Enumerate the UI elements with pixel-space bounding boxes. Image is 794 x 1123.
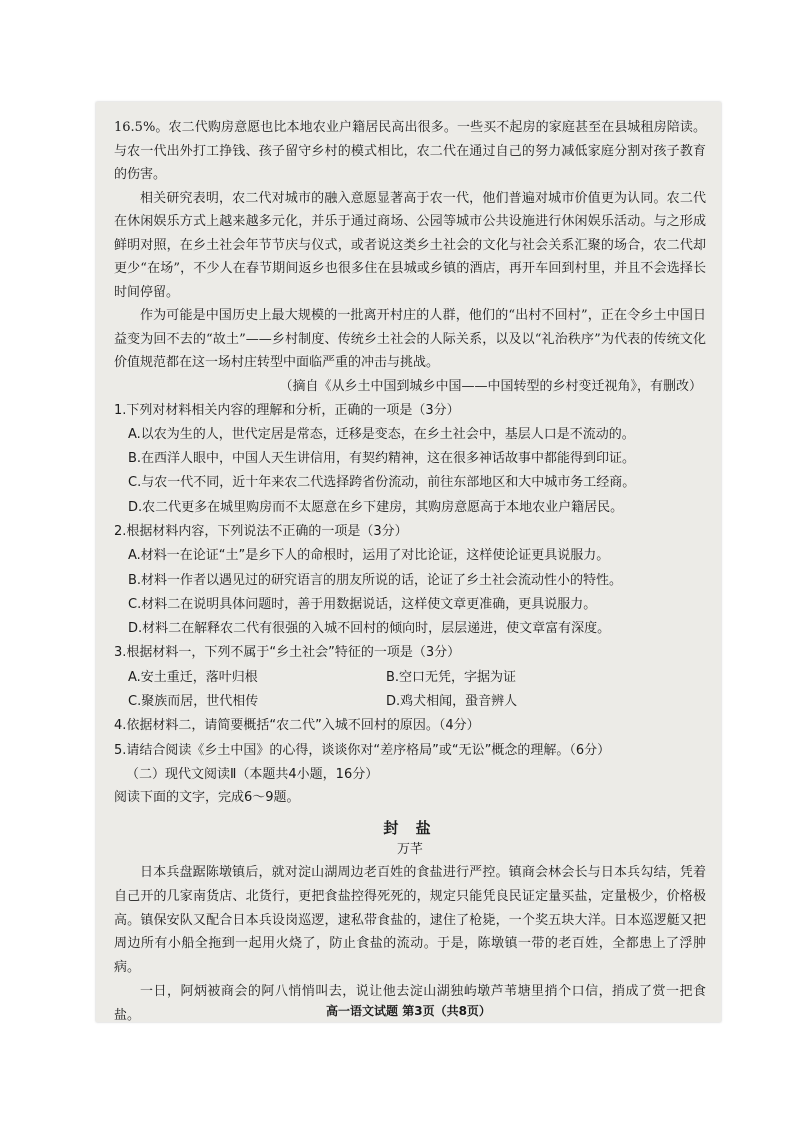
question-1-option-a: A.以农为生的人，世代定居是常态，迁移是变态，在乡土社会中，基层人口是不流动的。 [128,426,635,442]
question-2-option-c: C.材料二在说明具体问题时，善于用数据说话，这样使文章更准确，更具说服力。 [128,596,597,612]
question-3-stem: 3.根据材料一，下列不属于“乡土社会”特征的一项是（3分） [114,645,461,661]
question-1-stem: 1.下列对材料相关内容的理解和分析，正确的一项是（3分） [114,402,460,418]
story-paragraph-1: 日本兵盘踞陈墩镇后，就对淀山湖周边老百姓的食盐进行严控。镇商会林会长与日本兵勾结，凭着自己开的几家南货店、北货行，更把食盐控得死死的，规定只能凭良民证定量买盐，定量极少，价格极高。镇保安队又配合日本兵设岗巡逻，逮私带食盐的，逮住了枪毙，一个奖五块大洋。日本巡逻艇又把周边所有小船全拖到一起用火烧了，防止食盐的流动。于是，陈墩镇一带的老百姓，全都患上了浮肿病。 [114,864,706,976]
exam-page [96,102,721,1022]
question-2-option-d: D.材料二在解释农二代有很强的入城不回村的倾向时，层层递进，使文章富有深度。 [128,621,611,637]
question-3-options-row-1 [114,666,706,690]
question-3-options-row-2 [114,690,706,714]
material-paragraph-1: 16.5%。农二代购房意愿也比本地农业户籍居民高出很多。一些买不起房的家庭甚至在县城租房陪读。与农一代出外打工挣钱、孩子留守乡村的模式相比，农二代在通过自己的努力减低家庭分割对孩子教育的伤害。 [114,120,706,182]
question-1-option-c: C.与农一代不同，近十年来农二代选择跨省份流动，前往东部地区和大中城市务工经商。 [128,475,636,491]
question-1-option-b: B.在西洋人眼中，中国人天生讲信用，有契约精神，这在很多神话故事中都能得到印证。 [128,451,636,467]
story-paragraph-2: 一日，阿炳被商会的阿八悄悄叫去，说让他去淀山湖独屿墩芦苇塘里捎个口信，捎成了赏一把食盐。 [114,983,706,1023]
question-3-option-d: D.鸡犬相闻，蛩音辨人 [386,694,518,710]
question-1-option-d: D.农二代更多在城里购房而不太愿意在乡下建房，其购房意愿高于本地农业户籍居民。 [128,499,624,515]
section-2-instruction: 阅读下面的文字，完成6～9题。 [114,789,300,805]
material-paragraph-2: 相关研究表明，农二代对城市的融入意愿显著高于农一代，他们普遍对城市价值更为认同。农二代在休闲娱乐方式上越来越多元化，并乐于通过商场、公园等城市公共设施进行休闲娱乐活动。与之形成鲜明对照，在乡土社会年节节庆与仪式，或者说这类乡土社会的文化与社会关系汇聚的场合，农二代却更少“在场”，不少人在春节期间返乡也很多住在县城或乡镇的酒店，再开车回到村里，并且不会选择长时间停留。 [114,190,706,300]
question-5-stem: 5.请结合阅读《乡土中国》的心得，谈谈你对“差序格局”或“无讼”概念的理解。（6分） [114,742,611,758]
question-3-option-b: B.空口无凭，字据为证 [386,669,517,685]
question-2-stem: 2.根据材料内容，下列说法不正确的一项是（3分） [114,523,408,539]
story-title: 封 盐 [383,818,437,837]
page-footer: 高一语文试题 第3页（共8页） [326,1004,491,1018]
question-3-option-c: C.聚族而居，世代相传 [128,694,259,710]
material-paragraph-3: 作为可能是中国历史上最大规模的一批离开村庄的人群，他们的“出村不回村”，正在令乡土中国日益变为回不去的“故土”——乡村制度、传统乡土社会的人际关系，以及以“礼治秩序”为代表的传统文化价值规范都在这一场村庄转型中面临严重的冲击与挑战。 [114,308,706,370]
page-content [114,116,706,1028]
story-author: 万芊 [396,841,423,857]
source-note: （摘自《从乡土中国到城乡中国——中国转型的乡村变迁视角》，有删改） [279,378,702,394]
question-2-option-b: B.材料一作者以遇见过的研究语言的朋友所说的话，论证了乡土社会流动性小的特性。 [128,572,623,588]
section-2-heading: （二）现代文阅读Ⅱ（本题共4小题，16分） [126,766,379,782]
question-3-option-a: A.安土重迁，落叶归根 [128,669,258,685]
question-2-option-a: A.材料一在论证“土”是乡下人的命根时，运用了对比论证，这样使论证更具说服力。 [128,548,610,564]
question-4-stem: 4.依据材料二，请简要概括“农二代”入城不回村的原因。（4分） [114,718,480,734]
